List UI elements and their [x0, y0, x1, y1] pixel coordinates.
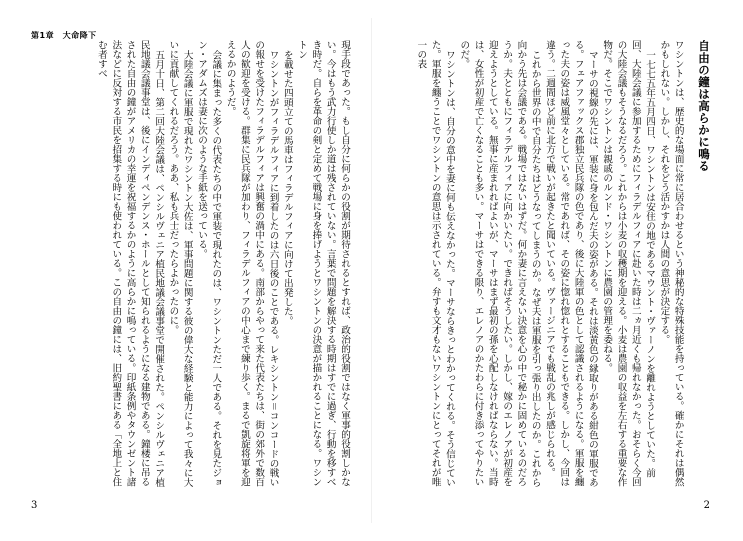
- body-paragraph: ワシントンは、自分の意中を妻に何も伝えなかった。マーサならきっとわかってくれる。そう信じていた。軍服を纏うことでワシントンの意思は示されている。弁すも文才もないワシントンにとってそれが唯一の表: [415, 40, 455, 487]
- left-page: [0, 0, 371, 541]
- body-paragraph: ワシントンは、歴史的な場面に常に居合わせるという神秘的な特殊技能を持っている。確かにそれは偶然かもしれない。しかし、それをどう活かすかは人間の意思が決定する。: [658, 40, 684, 487]
- right-page-body: [391, 40, 711, 492]
- body-paragraph: 五月十日、第二回大陸会議は、ペンシルヴェニア植民地議会議事堂で開催された。ペンシルヴェニア植民地議会議事堂は、後にインディペンデンス・ホールとして知られるようになる建物である。鐘楼に吊るされた自由の鐘がアメリカの幸運を祝福するかのように高らかに鳴っている。印紙条例やタウンゼント諸法などに反対する市民を招集する時にも使われている。この自由の鐘には、旧約聖書にある「全地上と住む者すべ: [95, 40, 165, 487]
- body-paragraph: を載せた四頭立ての馬車はフィラデルフィアに向けて出発した。: [281, 49, 293, 326]
- body-paragraph: 会議に集まった多くの代表たちの中で軍装で現れたのは、ワシントンただ一人である。それを見たジョン・アダムズは妻に次のような手紙を送っている。: [196, 40, 222, 487]
- right-page: [372, 0, 743, 541]
- body-paragraph: ワシントンがフィラデルフィアに到着したのは六日後のことである。レキシントン＝コンコードの戦いの報せを受けたフィラデルフィアは興奮の渦中にある。南部からやって来た代表たちは、街の郊外で数百人の歓迎を受ける。群集に民兵隊が加わり、フィラデルフィアの中心まで練り歩く。まるで凱旋将軍を迎えるかのようだ。: [224, 40, 279, 487]
- running-head: 第1章 大命降下: [31, 31, 97, 40]
- page-number: 2: [703, 500, 710, 511]
- body-paragraph: 現手段であった。もし自分に何らかの役割が期待されるとすれば、政治的役割ではなく軍事的役割しかない。今はもう武力行使しか道は残されていない。言葉で問題を解決する時期はすでに過ぎ、行動を移すべき時だ。自らを革命の剣と定めて戦場に身を捧げようとワシントンの決意が描かれることになる。ワシントン: [296, 40, 350, 487]
- body-paragraph: マーサの視線の先には、軍装に身を包んだ夫の姿がある。それは淡黄色の縁取りがある紺色の軍服である。フェアファックス郡独立民兵隊の色であり、後に大陸軍の色として認識されるようになる。軍服を纏った夫の姿は威風堂々としている。常であれば、その姿に惚れ惚れとすることもできる。しかし、今回は違う。二週間ほど前に北方で戦いが起きたと聞いている。ヴァージニアでも戦乱の兆しが感じられる。: [544, 40, 598, 487]
- body-paragraph: 大陸会議に軍服で現れたワシントン大佐は、軍事問題に関する彼の偉大な経験と能力によって我々に大いに貢献してくれるだろう。ああ、私も兵士だったらよかったのに。: [167, 40, 193, 487]
- body-paragraph: これから世界の中で自分たちはどうなってしまうのか。なぜ夫は軍服を引っ張り出したのか。これから向かう先は会議である。戦場ではないはずだ。何か妻に言えない決意を心の中で秘かに固めているのだろうか。夫とともにフィラデルフィアに向かいたい。できればそうしたい。しかし、嫁のエレノアが初産を迎えようとしている。無事に産まれればよいが、マーサはまず最初の孫を心配しなければならない。当時は、女性が初産で亡くなることも多い。マーサはできる限り、エレノアのかたわらに付き添ってやりたいのだ。: [458, 40, 541, 487]
- body-paragraph: 一七七五年五月四日、ワシントンは安住の地であるマウント・ヴァーノンを離れようとしていた。前回、大陸会議に参加するためにフィラデルフィアに赴いた時は二ヵ月近くも帰れなかった。おそらく今回の大陸会議もそうなるだろう。これからは小麦の収穫期を迎える。小麦は農園の収益を左右する重要な作物だ。そこでワシントンは親戚のルンド・ワシントンに農園の管理を委ねる。: [601, 40, 656, 487]
- page-number: 3: [31, 500, 38, 511]
- left-page-body: [30, 40, 351, 492]
- section-heading: 自由の鐘は高らかに鳴る: [697, 40, 711, 172]
